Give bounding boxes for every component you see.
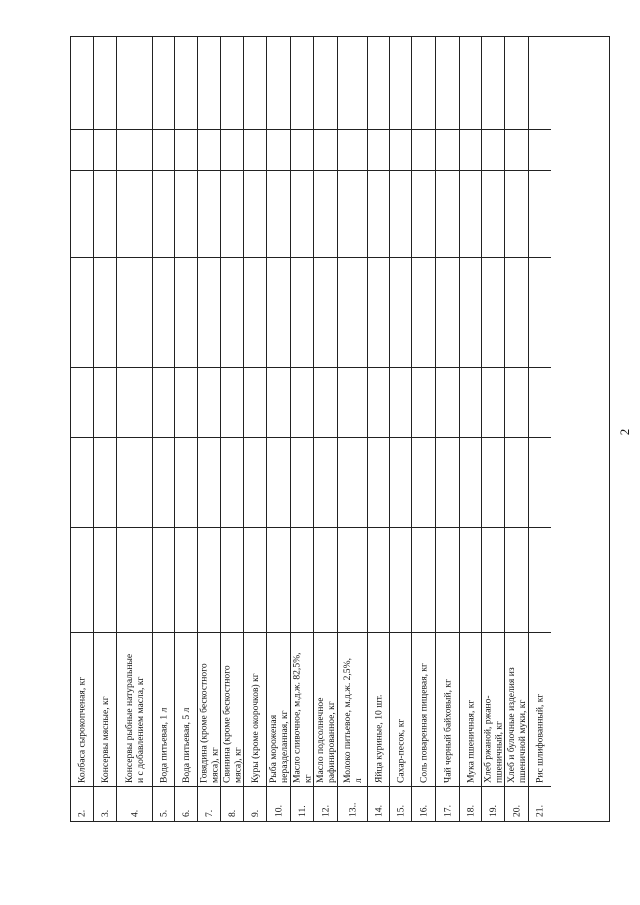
item-name: Колбаса сырокопченая, кг: [76, 676, 88, 783]
row-number-cell: [117, 786, 153, 822]
value-cell: [221, 527, 244, 633]
value-cell: [267, 170, 291, 258]
row-number: 8.: [227, 809, 238, 817]
value-cell: [338, 257, 368, 368]
value-cell: [175, 170, 198, 258]
row-number-cell: [314, 786, 338, 822]
value-cell: [94, 257, 117, 368]
value-cell: [314, 437, 338, 528]
row-number-cell: [291, 786, 314, 822]
value-cell: [244, 367, 267, 438]
value-cell: [175, 257, 198, 368]
value-cell: [314, 257, 338, 368]
row-number: 12.: [320, 805, 332, 817]
value-cell: [412, 170, 436, 258]
item-name: л: [353, 778, 364, 783]
value-cell: [390, 129, 412, 171]
item-name-cell: [368, 632, 390, 787]
item-name: неразделанная, кг: [279, 710, 290, 783]
value-cell: [94, 527, 117, 633]
value-cell: [153, 367, 175, 438]
value-cell: [221, 367, 244, 438]
row-number-cell: [338, 786, 368, 822]
value-cell: [117, 170, 153, 258]
value-cell: [198, 437, 221, 528]
value-cell: [482, 257, 505, 368]
value-cell: [390, 367, 412, 438]
item-name: мяса), кг: [232, 747, 244, 783]
value-cell: [71, 37, 93, 129]
value-cell: [94, 367, 117, 438]
row-number: 3.: [100, 809, 111, 817]
table-row: [411, 37, 436, 821]
value-cell: [291, 367, 314, 438]
value-cell: [244, 170, 267, 258]
item-name-cell: [338, 632, 368, 787]
value-cell: [198, 129, 221, 171]
item-name: Говядина (кроме бескостного: [198, 663, 210, 783]
value-cell: [221, 170, 244, 258]
item-name: Консервы рыбные натуральные: [124, 653, 135, 783]
value-cell: [390, 437, 412, 528]
value-cell: [460, 437, 482, 528]
item-name-cell: [117, 632, 153, 787]
item-name-cell: [267, 632, 291, 787]
value-cell: [482, 170, 505, 258]
table-row: [266, 37, 291, 821]
value-cell: [460, 367, 482, 438]
value-cell: [175, 129, 198, 171]
value-cell: [198, 37, 221, 129]
item-name-cell: [291, 632, 314, 787]
row-number: 10.: [273, 805, 285, 817]
value-cell: [529, 367, 551, 438]
value-cell: [244, 527, 267, 633]
value-cell: [338, 129, 368, 171]
item-name-cell: [390, 632, 412, 787]
value-cell: [390, 170, 412, 258]
item-name: мяса), кг: [209, 747, 221, 783]
table-row: [116, 37, 153, 821]
row-number-cell: [71, 786, 93, 822]
item-name-cell: [221, 632, 244, 787]
page-number: 2: [617, 428, 632, 436]
row-number: 7.: [204, 809, 215, 817]
row-number-cell: [94, 786, 117, 822]
item-name-cell: [71, 632, 93, 787]
value-cell: [198, 527, 221, 633]
item-name: Мука пшеничная, кг: [465, 699, 477, 783]
item-name: Масло подсолнечное: [315, 697, 326, 783]
row-number: 6.: [181, 809, 192, 817]
table-row: [367, 37, 390, 821]
table-row: [220, 37, 244, 821]
value-cell: [94, 37, 117, 129]
value-cell: [338, 367, 368, 438]
item-name: Масло сливочное, м.д.ж. 82,5%,: [291, 652, 303, 783]
value-cell: [460, 37, 482, 129]
row-number-cell: [460, 786, 482, 822]
item-name-cell: [505, 632, 529, 787]
row-number-cell: [482, 786, 505, 822]
item-name: кг: [302, 774, 314, 783]
value-cell: [175, 37, 198, 129]
value-cell: [175, 437, 198, 528]
value-cell: [314, 527, 338, 633]
table-row: [481, 37, 505, 821]
value-cell: [505, 170, 529, 258]
value-cell: [291, 37, 314, 129]
value-cell: [505, 437, 529, 528]
value-cell: [221, 437, 244, 528]
value-cell: [505, 257, 529, 368]
row-number-cell: [267, 786, 291, 822]
value-cell: [153, 170, 175, 258]
value-cell: [390, 257, 412, 368]
value-cell: [436, 129, 460, 171]
value-cell: [71, 527, 93, 633]
row-number-cell: [505, 786, 529, 822]
price-table: [70, 36, 610, 822]
value-cell: [505, 37, 529, 129]
item-name: Чай черный байховый, кг: [442, 678, 454, 783]
item-name: Соль поваренная пищевая, кг: [418, 663, 430, 783]
value-cell: [153, 257, 175, 368]
item-name: и с добавлением масла, кг: [135, 676, 146, 783]
item-name-cell: [482, 632, 505, 787]
item-name: Рис шлифованный, кг: [534, 693, 546, 783]
value-cell: [460, 257, 482, 368]
table-row: [337, 37, 368, 821]
row-number-cell: [175, 786, 198, 822]
table-row: [93, 37, 117, 821]
row-number: 11.: [297, 805, 308, 817]
value-cell: [338, 527, 368, 633]
row-number: 21.: [534, 805, 546, 817]
value-cell: [71, 257, 93, 368]
row-number-cell: [436, 786, 460, 822]
value-cell: [390, 527, 412, 633]
table-row: [197, 37, 221, 821]
row-number-cell: [529, 786, 551, 822]
value-cell: [436, 367, 460, 438]
item-name: пшеничный, кг: [493, 721, 505, 783]
value-cell: [338, 170, 368, 258]
item-name-cell: [198, 632, 221, 787]
row-number: 18.: [465, 805, 477, 817]
value-cell: [244, 257, 267, 368]
row-number: 17.: [442, 805, 454, 817]
row-number-cell: [198, 786, 221, 822]
value-cell: [529, 527, 551, 633]
value-cell: [71, 437, 93, 528]
item-name-cell: [153, 632, 175, 787]
row-number: 16.: [418, 805, 430, 817]
value-cell: [390, 37, 412, 129]
table-row: [174, 37, 198, 821]
value-cell: [94, 129, 117, 171]
value-cell: [368, 437, 390, 528]
row-number: 4.: [129, 809, 141, 817]
value-cell: [412, 367, 436, 438]
value-cell: [460, 170, 482, 258]
value-cell: [482, 129, 505, 171]
value-cell: [291, 170, 314, 258]
value-cell: [117, 257, 153, 368]
value-cell: [175, 367, 198, 438]
value-cell: [436, 437, 460, 528]
table-row: [504, 37, 529, 821]
value-cell: [482, 37, 505, 129]
item-name: Рыба мороженая: [268, 714, 279, 783]
value-cell: [338, 437, 368, 528]
item-name-cell: [244, 632, 267, 787]
item-name: Вода питьевая, 1 л: [158, 707, 170, 783]
table-row: [389, 37, 412, 821]
table-row: [152, 37, 175, 821]
value-cell: [94, 170, 117, 258]
value-cell: [198, 257, 221, 368]
value-cell: [244, 437, 267, 528]
row-number-cell: [153, 786, 175, 822]
value-cell: [412, 437, 436, 528]
value-cell: [244, 37, 267, 129]
value-cell: [436, 37, 460, 129]
value-cell: [460, 527, 482, 633]
item-name: Хлеб ржаной, ржано-: [482, 695, 494, 783]
value-cell: [291, 257, 314, 368]
value-cell: [314, 37, 338, 129]
value-cell: [153, 527, 175, 633]
item-name-cell: [94, 632, 117, 787]
value-cell: [291, 527, 314, 633]
value-cell: [436, 170, 460, 258]
item-name: Сахар-песок, кг: [395, 718, 407, 783]
row-number: 5.: [158, 809, 170, 817]
value-cell: [412, 257, 436, 368]
value-cell: [291, 437, 314, 528]
item-name: Свинина (кроме бескостного: [221, 665, 233, 783]
value-cell: [529, 437, 551, 528]
value-cell: [117, 527, 153, 633]
value-cell: [198, 367, 221, 438]
row-number: 15.: [395, 805, 407, 817]
row-number-cell: [221, 786, 244, 822]
value-cell: [117, 367, 153, 438]
item-name-cell: [175, 632, 198, 787]
value-cell: [368, 170, 390, 258]
table-row: [313, 37, 338, 821]
value-cell: [314, 170, 338, 258]
item-name: Хлеб и булочные изделия из: [506, 667, 517, 783]
value-cell: [505, 367, 529, 438]
item-name: рафинированное, кг: [326, 701, 337, 783]
value-cell: [267, 367, 291, 438]
item-name-cell: [436, 632, 460, 787]
value-cell: [529, 37, 551, 129]
value-cell: [153, 129, 175, 171]
value-cell: [221, 257, 244, 368]
value-cell: [482, 367, 505, 438]
value-cell: [94, 437, 117, 528]
table-row: [71, 37, 93, 821]
table-row: [459, 37, 482, 821]
value-cell: [291, 129, 314, 171]
value-cell: [368, 129, 390, 171]
value-cell: [314, 367, 338, 438]
value-cell: [244, 129, 267, 171]
value-cell: [175, 527, 198, 633]
value-cell: [71, 129, 93, 171]
value-cell: [338, 37, 368, 129]
row-number: 14.: [373, 805, 385, 817]
value-cell: [314, 129, 338, 171]
row-number: 19.: [488, 805, 499, 817]
item-name-cell: [412, 632, 436, 787]
table-row: [290, 37, 314, 821]
table-body: [71, 37, 609, 821]
item-name-cell: [529, 632, 551, 787]
value-cell: [482, 527, 505, 633]
value-cell: [436, 527, 460, 633]
row-number: 13..: [347, 802, 359, 817]
value-cell: [221, 129, 244, 171]
value-cell: [368, 527, 390, 633]
value-cell: [412, 37, 436, 129]
value-cell: [460, 129, 482, 171]
item-name: Молоко питьевое, м.д.ж. 2,5%,: [342, 658, 353, 783]
item-name: Куры (кроме окорочков) кг: [250, 673, 261, 783]
item-name: Консервы мясные, кг: [100, 696, 111, 783]
item-name: Яйца куриные, 10 шт.: [373, 694, 385, 783]
value-cell: [267, 527, 291, 633]
value-cell: [267, 257, 291, 368]
value-cell: [529, 170, 551, 258]
value-cell: [368, 257, 390, 368]
item-name: пшеничной муки, кг: [517, 699, 528, 783]
row-number: 20.: [511, 805, 523, 817]
value-cell: [71, 170, 93, 258]
value-cell: [505, 527, 529, 633]
value-cell: [529, 257, 551, 368]
row-number-cell: [244, 786, 267, 822]
item-name: Вода питьевая, 5 л: [181, 707, 192, 783]
table-row: [243, 37, 267, 821]
value-cell: [412, 129, 436, 171]
row-number-cell: [390, 786, 412, 822]
value-cell: [267, 437, 291, 528]
value-cell: [117, 129, 153, 171]
value-cell: [482, 437, 505, 528]
table-row: [435, 37, 460, 821]
row-number: 2.: [76, 809, 88, 817]
value-cell: [117, 437, 153, 528]
value-cell: [153, 37, 175, 129]
value-cell: [529, 129, 551, 171]
row-number-cell: [412, 786, 436, 822]
item-name-cell: [314, 632, 338, 787]
value-cell: [153, 437, 175, 528]
value-cell: [368, 37, 390, 129]
value-cell: [267, 129, 291, 171]
item-name-cell: [460, 632, 482, 787]
value-cell: [71, 367, 93, 438]
value-cell: [436, 257, 460, 368]
value-cell: [267, 37, 291, 129]
value-cell: [368, 367, 390, 438]
table-row: [528, 37, 551, 821]
value-cell: [412, 527, 436, 633]
value-cell: [117, 37, 153, 129]
value-cell: [198, 170, 221, 258]
value-cell: [221, 37, 244, 129]
row-number: 9.: [250, 809, 261, 817]
value-cell: [505, 129, 529, 171]
row-number-cell: [368, 786, 390, 822]
